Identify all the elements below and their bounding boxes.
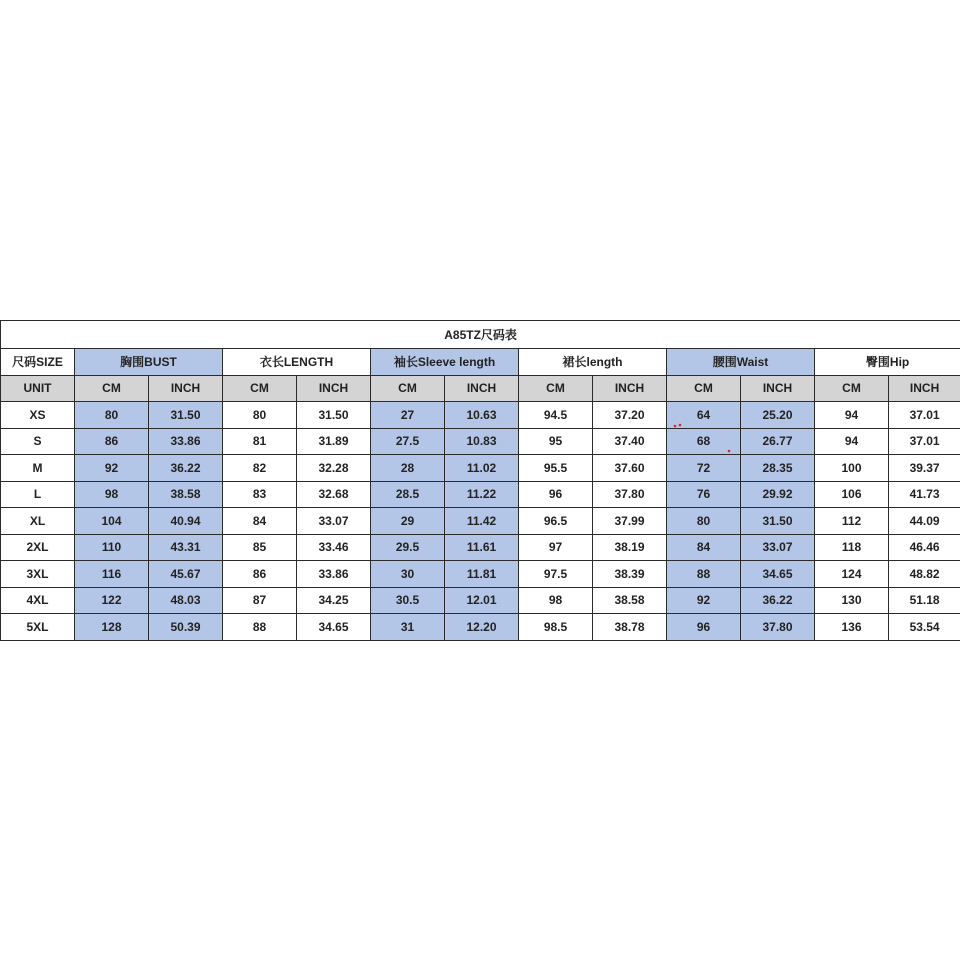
unit-cm-cell: CM: [519, 375, 593, 402]
value-cell: 28: [371, 455, 445, 482]
value-cell: 92: [667, 587, 741, 614]
size-label-cell: M: [1, 455, 75, 482]
value-cell: 36.22: [149, 455, 223, 482]
unit-inch-cell: INCH: [741, 375, 815, 402]
value-cell: 124: [815, 561, 889, 588]
value-cell: 87: [223, 587, 297, 614]
size-row: [1, 561, 960, 588]
value-cell: 33.86: [297, 561, 371, 588]
value-cell: 38.58: [149, 481, 223, 508]
unit-inch-cell: INCH: [149, 375, 223, 402]
value-cell: 40.94: [149, 508, 223, 535]
unit-inch-cell: INCH: [445, 375, 519, 402]
value-cell: 95: [519, 428, 593, 455]
value-cell: 96.5: [519, 508, 593, 535]
unit-cm-cell: CM: [75, 375, 149, 402]
title-row: [1, 321, 960, 349]
value-cell: 80: [223, 402, 297, 429]
value-cell: 25.20: [741, 402, 815, 429]
unit-cm-cell: CM: [371, 375, 445, 402]
value-cell: 11.02: [445, 455, 519, 482]
value-cell: 94: [815, 428, 889, 455]
unit-cm-cell: CM: [815, 375, 889, 402]
value-cell: 106: [815, 481, 889, 508]
size-label-cell: 5XL: [1, 614, 75, 641]
value-cell: 98: [519, 587, 593, 614]
value-cell: 31: [371, 614, 445, 641]
value-cell: 37.01: [889, 428, 960, 455]
value-cell: 29.92: [741, 481, 815, 508]
value-cell: 10.83: [445, 428, 519, 455]
size-row: [1, 587, 960, 614]
size-label-cell: 3XL: [1, 561, 75, 588]
table-title: A85TZ尺码表: [1, 321, 960, 349]
unit-cm-cell: CM: [223, 375, 297, 402]
value-cell: 86: [223, 561, 297, 588]
value-cell: 33.46: [297, 534, 371, 561]
value-cell: 97.5: [519, 561, 593, 588]
value-cell: 12.01: [445, 587, 519, 614]
value-cell: 12.20: [445, 614, 519, 641]
size-label-cell: 4XL: [1, 587, 75, 614]
value-cell: 122: [75, 587, 149, 614]
measurement-header-sleeve: 袖长Sleeve length: [371, 349, 519, 376]
value-cell: 37.99: [593, 508, 667, 535]
value-cell: 118: [815, 534, 889, 561]
value-cell: 46.46: [889, 534, 960, 561]
value-cell: 95.5: [519, 455, 593, 482]
value-cell: 33.86: [149, 428, 223, 455]
value-cell: 27.5: [371, 428, 445, 455]
size-row: [1, 428, 960, 455]
unit-inch-cell: INCH: [593, 375, 667, 402]
value-cell: 81: [223, 428, 297, 455]
value-cell: 84: [667, 534, 741, 561]
value-cell: 37.20: [593, 402, 667, 429]
size-label-cell: XL: [1, 508, 75, 535]
value-cell: 80: [667, 508, 741, 535]
value-cell: 38.19: [593, 534, 667, 561]
value-cell: 37.80: [741, 614, 815, 641]
size-row: [1, 508, 960, 535]
value-cell: 94: [815, 402, 889, 429]
value-cell: 45.67: [149, 561, 223, 588]
value-cell: 33.07: [297, 508, 371, 535]
value-cell: 43.31: [149, 534, 223, 561]
value-cell: 41.73: [889, 481, 960, 508]
value-cell: 96: [667, 614, 741, 641]
value-cell: 29.5: [371, 534, 445, 561]
measurement-header-bust: 胸围BUST: [75, 349, 223, 376]
value-cell: 33.07: [741, 534, 815, 561]
value-cell: 76: [667, 481, 741, 508]
value-cell: 110: [75, 534, 149, 561]
value-cell: 31.89: [297, 428, 371, 455]
value-cell: 72: [667, 455, 741, 482]
value-cell: 34.65: [741, 561, 815, 588]
value-cell: 82: [223, 455, 297, 482]
value-cell: 30.5: [371, 587, 445, 614]
size-header-cell: 尺码SIZE: [1, 349, 75, 376]
value-cell: 28.5: [371, 481, 445, 508]
value-cell: 84: [223, 508, 297, 535]
value-cell: 136: [815, 614, 889, 641]
value-cell: 68: [667, 428, 741, 455]
value-cell: 130: [815, 587, 889, 614]
value-cell: 116: [75, 561, 149, 588]
size-row: [1, 534, 960, 561]
value-cell: 88: [667, 561, 741, 588]
value-cell: 98: [75, 481, 149, 508]
value-cell: 32.68: [297, 481, 371, 508]
value-cell: 48.82: [889, 561, 960, 588]
measurement-header-waist: 腰围Waist: [667, 349, 815, 376]
unit-inch-cell: INCH: [889, 375, 960, 402]
size-label-cell: 2XL: [1, 534, 75, 561]
value-cell: 38.39: [593, 561, 667, 588]
size-row: [1, 455, 960, 482]
value-cell: 53.54: [889, 614, 960, 641]
value-cell: 11.61: [445, 534, 519, 561]
unit-cm-cell: CM: [667, 375, 741, 402]
value-cell: 27: [371, 402, 445, 429]
value-cell: 51.18: [889, 587, 960, 614]
value-cell: 100: [815, 455, 889, 482]
value-cell: 88: [223, 614, 297, 641]
unit-inch-cell: INCH: [297, 375, 371, 402]
value-cell: 11.42: [445, 508, 519, 535]
unit-row: [1, 375, 960, 402]
value-cell: 31.50: [149, 402, 223, 429]
value-cell: 29: [371, 508, 445, 535]
value-cell: 85: [223, 534, 297, 561]
measurement-header-skirt: 裙长length: [519, 349, 667, 376]
value-cell: 34.25: [297, 587, 371, 614]
value-cell: 38.78: [593, 614, 667, 641]
value-cell: 37.01: [889, 402, 960, 429]
value-cell: 64: [667, 402, 741, 429]
size-label-cell: L: [1, 481, 75, 508]
value-cell: 96: [519, 481, 593, 508]
value-cell: 98.5: [519, 614, 593, 641]
value-cell: 50.39: [149, 614, 223, 641]
value-cell: 36.22: [741, 587, 815, 614]
value-cell: 28.35: [741, 455, 815, 482]
value-cell: 31.50: [297, 402, 371, 429]
value-cell: 80: [75, 402, 149, 429]
value-cell: 39.37: [889, 455, 960, 482]
size-label-cell: XS: [1, 402, 75, 429]
value-cell: 128: [75, 614, 149, 641]
size-chart-table: [0, 320, 960, 641]
value-cell: 37.40: [593, 428, 667, 455]
value-cell: 37.60: [593, 455, 667, 482]
value-cell: 92: [75, 455, 149, 482]
value-cell: 10.63: [445, 402, 519, 429]
value-cell: 11.81: [445, 561, 519, 588]
value-cell: 83: [223, 481, 297, 508]
value-cell: 112: [815, 508, 889, 535]
value-cell: 37.80: [593, 481, 667, 508]
size-row: [1, 481, 960, 508]
unit-header-cell: UNIT: [1, 375, 75, 402]
value-cell: 48.03: [149, 587, 223, 614]
size-label-cell: S: [1, 428, 75, 455]
value-cell: 97: [519, 534, 593, 561]
value-cell: 38.58: [593, 587, 667, 614]
measurement-header-row: [1, 349, 960, 376]
value-cell: 30: [371, 561, 445, 588]
measurement-header-hip: 臀围Hip: [815, 349, 960, 376]
value-cell: 86: [75, 428, 149, 455]
value-cell: 104: [75, 508, 149, 535]
value-cell: 11.22: [445, 481, 519, 508]
size-row: [1, 402, 960, 429]
value-cell: 26.77: [741, 428, 815, 455]
measurement-header-length: 衣长LENGTH: [223, 349, 371, 376]
value-cell: 44.09: [889, 508, 960, 535]
value-cell: 32.28: [297, 455, 371, 482]
value-cell: 34.65: [297, 614, 371, 641]
size-row: [1, 614, 960, 641]
value-cell: 31.50: [741, 508, 815, 535]
value-cell: 94.5: [519, 402, 593, 429]
